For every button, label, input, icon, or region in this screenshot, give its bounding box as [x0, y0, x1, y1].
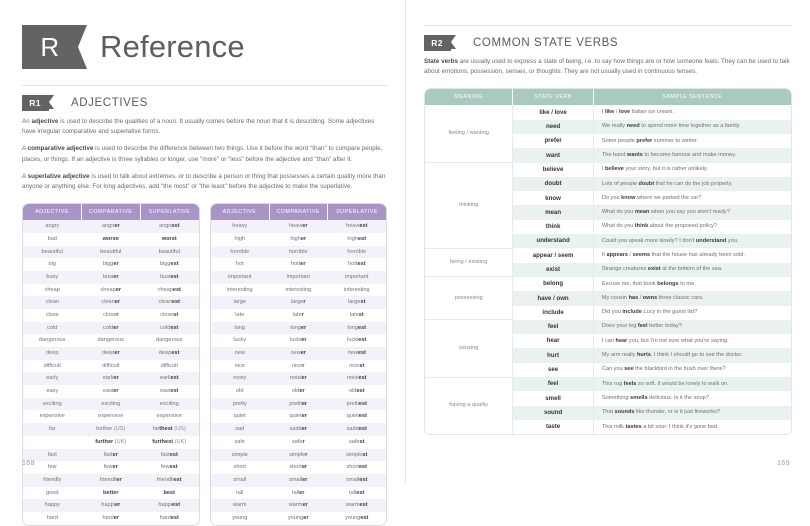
- adjective-cell: beautiful: [41, 248, 63, 255]
- table-row: [23, 461, 199, 474]
- adjective-cell: tall: [236, 489, 244, 496]
- column-header: COMPARATIVE: [269, 204, 328, 220]
- meaning-cell: being / existing: [425, 248, 513, 277]
- sample-sentence-cell: Some people prefer summer to winter.: [593, 134, 791, 148]
- table-row: [211, 284, 387, 297]
- adjective-cell: pretty: [232, 400, 247, 407]
- table-row: [23, 487, 199, 500]
- superlative-cell: quietest: [346, 413, 367, 420]
- state-verb-cell: include: [513, 306, 594, 320]
- adjective-cell: heavy: [232, 223, 248, 230]
- comparative-cell: heavier: [288, 223, 308, 230]
- adjective-cell: early: [46, 375, 59, 382]
- comparative-cell: important: [286, 273, 310, 280]
- superlative-cell: busiest: [160, 273, 179, 280]
- adjective-cell: busy: [46, 273, 59, 280]
- table-row: [23, 499, 199, 512]
- table-row: [211, 436, 387, 449]
- table-row: [23, 410, 199, 423]
- state-verb-cell: exist: [513, 263, 594, 277]
- comparative-cell: higher: [290, 235, 307, 242]
- column-header: SUPERLATIVE: [140, 204, 199, 220]
- right-page: [405, 0, 810, 484]
- meaning-cell: feeling / wanting: [425, 105, 513, 162]
- superlative-cell: heaviest: [346, 223, 368, 230]
- superlative-cell: latest: [349, 311, 364, 318]
- table-row: [211, 410, 387, 423]
- sample-sentence-cell: That sounds like thunder, or is it just fireworks?: [593, 406, 791, 420]
- meaning-cell: having a quality: [425, 377, 513, 434]
- adjective-cell: high: [234, 235, 246, 242]
- table-row: [211, 423, 387, 436]
- adjective-cell: noisy: [233, 375, 247, 382]
- comparative-cell: luckier: [290, 337, 307, 344]
- state-verb-cell: think: [513, 220, 594, 234]
- comparative-cell: exciting: [101, 400, 121, 407]
- column-header: COMPARATIVE: [82, 204, 141, 220]
- section-code-badge: R2: [424, 35, 451, 51]
- state-verb-cell: smell: [513, 391, 594, 405]
- section-header-r1: [22, 95, 387, 111]
- superlative-cell: closest: [160, 311, 179, 318]
- table-row: [23, 284, 199, 297]
- adjective-cell: important: [228, 273, 252, 280]
- table-row: [211, 512, 387, 525]
- sample-sentence-cell: Excuse me, that book belongs to me.: [593, 277, 791, 291]
- superlative-cell: noisiest: [346, 375, 367, 382]
- superlative-cell: youngest: [345, 514, 369, 521]
- sample-sentence-cell: It appears / seems that the house has already been sold.: [593, 248, 791, 262]
- table-body: [23, 220, 199, 525]
- comparative-cell: busier: [102, 273, 119, 280]
- state-verb-cell: prefer: [513, 134, 594, 148]
- superlative-cell: largest: [348, 299, 366, 306]
- superlative-cell: highest: [347, 235, 367, 242]
- adjective-cell: close: [45, 311, 59, 318]
- section-title: ADJECTIVES: [71, 97, 148, 109]
- adjective-cell: large: [233, 299, 246, 306]
- state-verb-cell: see: [513, 363, 594, 377]
- table-row: [211, 398, 387, 411]
- sample-sentence-cell: We really need to spend more time together as a family.: [593, 120, 791, 134]
- state-verb-cell: feel: [513, 377, 594, 391]
- superlative-cell: warmest: [345, 502, 368, 509]
- sample-sentence-cell: What do you mean when you say you aren't ready?: [593, 205, 791, 219]
- table-row: [23, 436, 199, 449]
- adjective-cell: fast: [47, 451, 57, 458]
- comparative-cell: harder: [102, 514, 119, 521]
- section-divider: [424, 25, 792, 26]
- table-row: [211, 449, 387, 462]
- table-row: [23, 360, 199, 373]
- adjectives-explanation: [22, 117, 387, 192]
- superlative-cell: longest: [347, 324, 367, 331]
- table-row: [211, 347, 387, 360]
- comparative-cell: difficult: [102, 362, 120, 369]
- table-row: [211, 271, 387, 284]
- state-verb-cell: have / own: [513, 291, 594, 305]
- superlative-cell: earliest: [159, 375, 179, 382]
- paragraph: State verbs are usually used to express a state of being, i.e. to say how things are or how someone feels. They can be used to talk about emotions, possession, senses, or thoughts. They are not usually used in continuous tenses.: [424, 58, 790, 76]
- adjective-table-b: [211, 204, 387, 525]
- table-row: [211, 233, 387, 246]
- state-verbs-table-card: [424, 88, 792, 435]
- sample-sentence-cell: Strange creatures exist at the bottom of the sea.: [593, 263, 791, 277]
- table-row: [211, 499, 387, 512]
- sample-sentence-cell: Lots of people doubt that he can do the job properly.: [593, 177, 791, 191]
- table-row: [425, 248, 791, 262]
- comparative-cell: longer: [290, 324, 307, 331]
- superlative-cell: fewest: [160, 464, 178, 471]
- column-header: ADJECTIVE: [23, 204, 82, 220]
- adjective-cell: big: [48, 261, 56, 268]
- adjective-cell: hard: [46, 514, 58, 521]
- state-verb-cell: want: [513, 148, 594, 162]
- state-verb-cell: believe: [513, 163, 594, 177]
- table-row: [23, 271, 199, 284]
- sample-sentence-cell: I can hear you, but I'm not sure what you're saying.: [593, 334, 791, 348]
- comparative-cell: dangerous: [97, 337, 124, 344]
- adjective-cell: interesting: [226, 286, 253, 293]
- table-row: [211, 296, 387, 309]
- sample-sentence-cell: What do you think about the proposed policy?: [593, 220, 791, 234]
- table-row: [425, 277, 791, 291]
- comparative-cell: colder: [102, 324, 119, 331]
- superlative-cell: oldest: [348, 388, 365, 395]
- superlative-cell: shortest: [346, 464, 368, 471]
- adjective-cell: lucky: [233, 337, 247, 344]
- adjective-table-b-card: [210, 203, 388, 526]
- state-verb-cell: taste: [513, 420, 594, 434]
- table-row: [425, 320, 791, 334]
- column-header: SAMPLE SENTENCE: [593, 89, 791, 105]
- comparative-cell: younger: [287, 514, 309, 521]
- table-row: [23, 398, 199, 411]
- comparative-cell: quieter: [289, 413, 307, 420]
- comparative-cell: further (UK): [95, 438, 127, 445]
- superlative-cell: beautiful: [158, 248, 180, 255]
- adjective-cell: few: [47, 464, 57, 471]
- table-row: [23, 474, 199, 487]
- superlative-cell: hottest: [348, 261, 366, 268]
- superlative-cell: newest: [347, 350, 366, 357]
- section-divider: [22, 85, 387, 86]
- table-row: [23, 385, 199, 398]
- superlative-cell: worst: [161, 235, 177, 242]
- adjective-cell: nice: [234, 362, 245, 369]
- adjective-cell: safe: [234, 438, 246, 445]
- meaning-cell: possessing: [425, 277, 513, 320]
- superlative-cell: friendliest: [156, 476, 182, 483]
- table-row: [23, 258, 199, 271]
- sample-sentence-cell: This milk tastes a bit sour. I think it's gone bad.: [593, 420, 791, 434]
- state-verb-cell: mean: [513, 205, 594, 219]
- table-row: [23, 246, 199, 259]
- adjective-cell: horrible: [230, 248, 250, 255]
- superlative-cell: expensive: [156, 413, 182, 420]
- adjective-cell: good: [46, 489, 59, 496]
- table-row: [23, 220, 199, 233]
- adjective-cell: bad: [47, 235, 57, 242]
- comparative-cell: bigger: [102, 261, 119, 268]
- superlative-cell: safest: [348, 438, 365, 445]
- page-title: Reference: [100, 29, 245, 64]
- table-row: [23, 423, 199, 436]
- section-title: COMMON STATE VERBS: [473, 37, 619, 49]
- table-row: [211, 372, 387, 385]
- superlative-cell: deepest: [158, 350, 180, 357]
- adjective-cell: long: [234, 324, 246, 331]
- comparative-cell: deeper: [101, 350, 120, 357]
- superlative-cell: important: [345, 273, 369, 280]
- table-row: [23, 334, 199, 347]
- table-row: [23, 233, 199, 246]
- adjective-cell: deep: [46, 350, 59, 357]
- paragraph: An adjective is used to describe the qualities of a noun. It usually comes before the noun that it is describing. Some adjectives have irregular comparative and superlative forms.: [22, 118, 375, 136]
- comparative-cell: cheaper: [100, 286, 122, 293]
- table-row: [23, 449, 199, 462]
- superlative-cell: horrible: [347, 248, 367, 255]
- comparative-cell: taller: [292, 489, 305, 496]
- adjective-cell: expensive: [39, 413, 65, 420]
- table-row: [211, 246, 387, 259]
- comparative-cell: beautiful: [100, 248, 122, 255]
- state-verb-cell: doubt: [513, 177, 594, 191]
- table-row: [211, 322, 387, 335]
- comparative-cell: worse: [102, 235, 119, 242]
- superlative-cell: simplest: [346, 451, 368, 458]
- table-row: [211, 309, 387, 322]
- comparative-cell: better: [102, 489, 119, 496]
- sample-sentence-cell: This rug feels so soft. It would be lovely to walk on.: [593, 377, 791, 391]
- comparative-cell: further (US): [96, 426, 126, 433]
- comparative-cell: larger: [290, 299, 306, 306]
- comparative-cell: sadder: [289, 426, 307, 433]
- paragraph: A comparative adjective is used to describe the difference between two things. Use it before the word "than" to compare people, places, or things. If an adjective is three syllables or longer, use "more" or "less" before the adjective and "than" after it.: [22, 145, 383, 163]
- adjective-cell: friendly: [43, 476, 62, 483]
- comparative-cell: hotter: [290, 261, 306, 268]
- adjective-cell: hot: [235, 261, 244, 268]
- table-row: [23, 347, 199, 360]
- adjective-cell: late: [235, 311, 245, 318]
- table-row: [211, 474, 387, 487]
- adjective-cell: cold: [47, 324, 58, 331]
- comparative-cell: friendlier: [99, 476, 122, 483]
- table-header-row: [425, 89, 791, 105]
- comparative-cell: noisier: [289, 375, 307, 382]
- sample-sentence-cell: Something smells delicious. Is it the soup?: [593, 391, 791, 405]
- comparative-cell: earlier: [102, 375, 119, 382]
- column-header: ADJECTIVE: [211, 204, 270, 220]
- adjective-table-a: [23, 204, 199, 525]
- sample-sentence-cell: The band wants to become famous and make money.: [593, 148, 791, 162]
- adjective-cell: sad: [235, 426, 245, 433]
- adjective-cell: difficult: [43, 362, 61, 369]
- comparative-cell: nicer: [292, 362, 305, 369]
- table-row: [23, 309, 199, 322]
- state-verb-cell: understand: [513, 234, 594, 248]
- section-code-badge: R1: [22, 95, 49, 111]
- column-header: STATE VERB: [513, 89, 594, 105]
- adjective-cell: small: [233, 476, 247, 483]
- superlative-cell: angriest: [158, 223, 180, 230]
- left-page: [0, 0, 405, 521]
- table-row: [425, 163, 791, 177]
- adjective-cell: happy: [44, 502, 60, 509]
- superlative-cell: happiest: [158, 502, 181, 509]
- column-header: SUPERLATIVE: [328, 204, 387, 220]
- state-verb-cell: appear / seem: [513, 248, 594, 262]
- comparative-cell: prettier: [289, 400, 308, 407]
- sample-sentence-cell: Did you include Lucy in the guest list?: [593, 306, 791, 320]
- comparative-cell: faster: [103, 451, 118, 458]
- table-row: [211, 258, 387, 271]
- comparative-cell: horrible: [288, 248, 308, 255]
- table-row: [211, 220, 387, 233]
- table-row: [211, 461, 387, 474]
- table-row: [23, 512, 199, 525]
- comparative-cell: expensive: [98, 413, 124, 420]
- adjective-tables: [22, 203, 387, 526]
- state-verb-cell: know: [513, 191, 594, 205]
- table-row: [23, 322, 199, 335]
- table-header-row: [23, 204, 199, 220]
- superlative-cell: nicest: [349, 362, 365, 369]
- comparative-cell: older: [291, 388, 305, 395]
- sample-sentence-cell: Does your leg feel better today?: [593, 320, 791, 334]
- superlative-cell: hardest: [159, 514, 179, 521]
- state-verb-cell: sound: [513, 406, 594, 420]
- adjective-cell: cheap: [44, 286, 60, 293]
- superlative-cell: furthest (UK): [152, 438, 187, 445]
- reference-letter-tab: R: [22, 25, 78, 69]
- comparative-cell: fewer: [103, 464, 118, 471]
- table-row: [425, 377, 791, 391]
- adjective-cell: simple: [231, 451, 248, 458]
- meaning-cell: thinking: [425, 163, 513, 249]
- adjective-cell: exciting: [42, 400, 62, 407]
- column-header: MEANING: [425, 89, 513, 105]
- section-header-r2: [424, 35, 792, 51]
- adjective-cell: angry: [45, 223, 60, 230]
- adjective-cell: quiet: [233, 413, 246, 420]
- superlative-cell: tallest: [349, 489, 365, 496]
- comparative-cell: happier: [101, 502, 121, 509]
- comparative-cell: smaller: [289, 476, 308, 483]
- adjective-cell: short: [233, 464, 246, 471]
- superlative-cell: difficult: [160, 362, 178, 369]
- sample-sentence-cell: Do you know where we parked the car?: [593, 191, 791, 205]
- reference-banner: [22, 25, 387, 69]
- superlative-cell: easiest: [160, 388, 179, 395]
- superlative-cell: farthest (US): [152, 426, 186, 433]
- paragraph: A superlative adjective is used to talk about extremes, or to describe a person or thing that possesses a certain quality more than anyone or anything else. For long adjectives, add "the most" or "the least" before the adjective to make the superlative.: [22, 172, 386, 190]
- sample-sentence-cell: I believe your story, but it is rather unlikely.: [593, 163, 791, 177]
- table-row: [211, 487, 387, 500]
- sample-sentence-cell: My cousin has / owns three classic cars.: [593, 291, 791, 305]
- comparative-cell: warmer: [288, 502, 308, 509]
- page-number-right: 169: [777, 460, 790, 467]
- sample-sentence-cell: My arm really hurts. I think I should go to see the doctor.: [593, 348, 791, 362]
- superlative-cell: cheapest: [157, 286, 181, 293]
- sample-sentence-cell: Can you see the blackbird in the bush over there?: [593, 363, 791, 377]
- adjective-cell: dangerous: [39, 337, 66, 344]
- comparative-cell: newer: [290, 350, 307, 357]
- state-verb-cell: hear: [513, 334, 594, 348]
- superlative-cell: dangerous: [156, 337, 183, 344]
- adjective-cell: clean: [45, 299, 59, 306]
- comparative-cell: angrier: [101, 223, 120, 230]
- adjective-cell: [23, 436, 82, 449]
- state-verb-cell: belong: [513, 277, 594, 291]
- superlative-cell: exciting: [159, 400, 179, 407]
- adjective-cell: far: [48, 426, 56, 433]
- adjective-cell: easy: [46, 388, 59, 395]
- superlative-cell: biggest: [159, 261, 179, 268]
- state-verbs-explanation: [424, 57, 792, 77]
- comparative-cell: closer: [103, 311, 119, 318]
- comparative-cell: shorter: [289, 464, 308, 471]
- sample-sentence-cell: I like / love Italian ice cream.: [593, 105, 791, 119]
- comparative-cell: later: [292, 311, 304, 318]
- table-row: [211, 360, 387, 373]
- sample-sentence-cell: Could you speak more slowly? I don't understand you.: [593, 234, 791, 248]
- table-row: [211, 385, 387, 398]
- state-verb-cell: like / love: [513, 105, 594, 119]
- table-row: [23, 372, 199, 385]
- superlative-cell: saddest: [346, 426, 367, 433]
- comparative-cell: interesting: [285, 286, 312, 293]
- adjective-cell: new: [234, 350, 245, 357]
- table-header-row: [211, 204, 387, 220]
- adjective-cell: old: [236, 388, 244, 395]
- superlative-cell: best: [163, 489, 175, 496]
- meaning-cell: sensing: [425, 320, 513, 377]
- superlative-cell: smallest: [346, 476, 368, 483]
- table-body: [425, 105, 791, 434]
- page-number-left: 168: [22, 460, 35, 467]
- state-verb-cell: need: [513, 120, 594, 134]
- adjective-cell: warm: [232, 502, 247, 509]
- adjective-table-a-card: [22, 203, 200, 526]
- comparative-cell: cleaner: [101, 299, 121, 306]
- table-body: [211, 220, 387, 525]
- superlative-cell: fastest: [160, 451, 178, 458]
- state-verbs-table: [425, 89, 791, 434]
- state-verb-cell: hurt: [513, 348, 594, 362]
- table-row: [23, 296, 199, 309]
- table-row: [211, 334, 387, 347]
- adjective-cell: young: [232, 514, 248, 521]
- comparative-cell: simpler: [289, 451, 308, 458]
- table-row: [425, 105, 791, 119]
- superlative-cell: coldest: [160, 324, 179, 331]
- superlative-cell: prettiest: [346, 400, 368, 407]
- state-verb-cell: feel: [513, 320, 594, 334]
- comparative-cell: easier: [102, 388, 119, 395]
- comparative-cell: safer: [291, 438, 305, 445]
- superlative-cell: interesting: [343, 286, 370, 293]
- superlative-cell: luckiest: [347, 337, 367, 344]
- superlative-cell: cleanest: [158, 299, 180, 306]
